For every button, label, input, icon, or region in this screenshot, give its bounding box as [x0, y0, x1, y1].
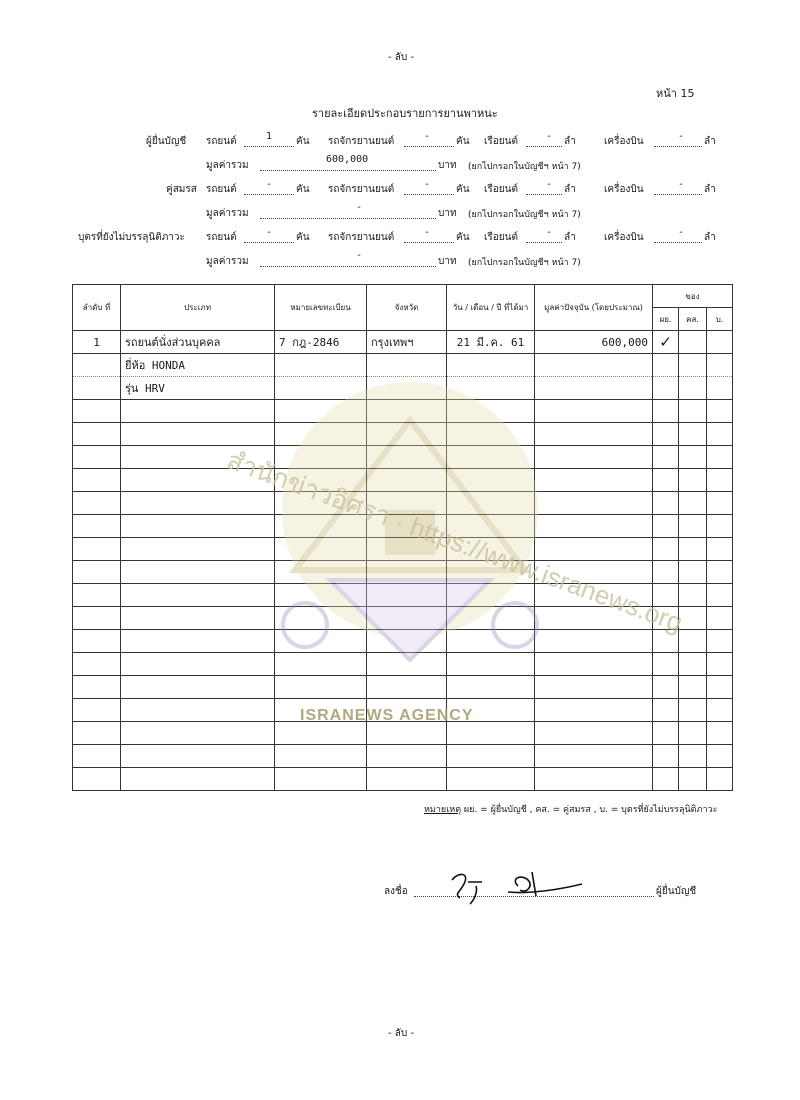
cell-type: รุ่น HRV — [121, 377, 275, 400]
table-cell-empty — [73, 492, 121, 515]
table-cell-empty — [653, 561, 679, 584]
table-cell-empty — [275, 630, 367, 653]
table-cell-empty — [679, 446, 707, 469]
table-cell-empty — [367, 630, 447, 653]
document-title: รายละเอียดประกอบรายการยานพาหนะ — [312, 107, 498, 120]
table-cell-empty — [707, 400, 733, 423]
cell-value — [535, 354, 653, 377]
table-row-empty — [73, 745, 733, 768]
table-cell-empty — [707, 630, 733, 653]
table-cell-empty — [679, 561, 707, 584]
cell-no — [73, 354, 121, 377]
total-label: มูลค่ารวม — [206, 256, 249, 267]
car-unit: คัน — [296, 232, 310, 243]
table-cell-empty — [121, 653, 275, 676]
secret-header: - ลับ - — [388, 52, 415, 63]
table-cell-empty — [367, 469, 447, 492]
table-cell-empty — [275, 584, 367, 607]
motorcycle-unit: คัน — [456, 136, 470, 147]
table-cell-empty — [447, 492, 535, 515]
table-cell-empty — [707, 722, 733, 745]
table-cell-empty — [367, 676, 447, 699]
header-value: มูลค่าปัจจุบัน (โดยประมาณ) — [535, 285, 653, 331]
table-cell-empty — [535, 423, 653, 446]
cell-date — [447, 377, 535, 400]
table-cell-empty — [121, 699, 275, 722]
table-cell-empty — [653, 722, 679, 745]
table-cell-empty — [447, 423, 535, 446]
table-row — [73, 331, 733, 354]
cell-owner-spouse — [679, 354, 707, 377]
table-cell-empty — [447, 653, 535, 676]
plane-count: - — [678, 179, 685, 190]
table-cell-empty — [121, 768, 275, 791]
table-cell-empty — [73, 676, 121, 699]
table-cell-empty — [73, 400, 121, 423]
table-cell-empty — [447, 469, 535, 492]
table-cell-empty — [121, 423, 275, 446]
table-cell-empty — [447, 768, 535, 791]
secret-footer: - ลับ - — [388, 1028, 415, 1039]
table-cell-empty — [73, 630, 121, 653]
table-cell-empty — [707, 607, 733, 630]
car-label: รถยนต์ — [206, 232, 237, 243]
boat-count: - — [546, 179, 553, 190]
table-cell-empty — [447, 607, 535, 630]
car-count: 1 — [266, 131, 273, 142]
boat-unit: ลำ — [564, 184, 576, 195]
table-cell-empty — [679, 699, 707, 722]
cell-plate: 7 กฎ-2846 — [275, 331, 367, 354]
plane-label: เครื่องบิน — [604, 232, 644, 243]
table-cell-empty — [535, 699, 653, 722]
boat-label: เรือยนต์ — [484, 136, 518, 147]
total-value: 600,000 — [326, 154, 369, 165]
table-cell-empty — [121, 607, 275, 630]
cell-owner-child — [707, 377, 733, 400]
table-row-empty — [73, 653, 733, 676]
table-cell-empty — [653, 446, 679, 469]
table-cell-empty — [535, 515, 653, 538]
table-cell-empty — [73, 561, 121, 584]
table-cell-empty — [679, 515, 707, 538]
table-cell-empty — [121, 584, 275, 607]
table-cell-empty — [679, 745, 707, 768]
table-cell-empty — [707, 653, 733, 676]
table-cell-empty — [275, 423, 367, 446]
table-cell-empty — [653, 699, 679, 722]
header-date: วัน / เดือน / ปี ที่ได้มา — [447, 285, 535, 331]
car-count: - — [266, 227, 273, 238]
table-cell-empty — [535, 446, 653, 469]
total-value: - — [356, 250, 363, 261]
page-number: หน้า 15 — [656, 87, 695, 100]
table-cell-empty — [679, 768, 707, 791]
header-owner-spouse: คส. — [679, 308, 707, 331]
table-cell-empty — [535, 630, 653, 653]
boat-count: - — [546, 227, 553, 238]
plane-count: - — [678, 227, 685, 238]
table-cell-empty — [679, 676, 707, 699]
table-cell-empty — [707, 561, 733, 584]
table-cell-empty — [73, 515, 121, 538]
cell-type: รถยนต์นั่งส่วนบุคคล — [121, 331, 275, 354]
table-cell-empty — [73, 469, 121, 492]
cell-date: 21 มี.ค. 61 — [447, 331, 535, 354]
watermark-agency: ISRANEWS AGENCY — [300, 707, 474, 724]
cell-value — [535, 377, 653, 400]
table-cell-empty — [707, 584, 733, 607]
table-row-empty — [73, 446, 733, 469]
total-label: มูลค่ารวม — [206, 208, 249, 219]
motorcycle-unit: คัน — [456, 232, 470, 243]
motorcycle-count: - — [424, 131, 431, 142]
table-row-empty — [73, 561, 733, 584]
table-row-empty — [73, 469, 733, 492]
car-unit: คัน — [296, 136, 310, 147]
table-cell-empty — [275, 400, 367, 423]
table-cell-empty — [367, 446, 447, 469]
table-cell-empty — [447, 745, 535, 768]
table-cell-empty — [535, 400, 653, 423]
watermark-url: สำนักข่าวอิศรา · https://www.isranews.org — [223, 444, 687, 638]
total-label: มูลค่ารวม — [206, 160, 249, 171]
boat-label: เรือยนต์ — [484, 232, 518, 243]
table-cell-empty — [707, 515, 733, 538]
plane-label: เครื่องบิน — [604, 136, 644, 147]
boat-count: - — [546, 131, 553, 142]
table-cell-empty — [73, 768, 121, 791]
plane-unit: ลำ — [704, 136, 716, 147]
cell-plate — [275, 377, 367, 400]
table-cell-empty — [73, 699, 121, 722]
cell-owner-spouse — [679, 377, 707, 400]
footnote — [424, 802, 717, 816]
table-cell-empty — [535, 722, 653, 745]
footnote-text: ผย. = ผู้ยื่นบัญชี , คส. = คู่สมรส , บ. = บุตรที่ยังไม่บรรลุนิติภาวะ — [461, 805, 718, 815]
baht-label: บาท — [438, 256, 457, 267]
table-cell-empty — [535, 469, 653, 492]
cell-province: กรุงเทพฯ — [367, 331, 447, 354]
table-cell-empty — [679, 722, 707, 745]
table-cell-empty — [73, 584, 121, 607]
table-cell-empty — [73, 538, 121, 561]
summary-who-filer: ผู้ยื่นบัญชี — [146, 136, 187, 147]
motorcycle-label: รถจักรยานยนต์ — [328, 232, 395, 243]
car-unit: คัน — [296, 184, 310, 195]
motorcycle-count: - — [424, 227, 431, 238]
table-cell-empty — [653, 469, 679, 492]
table-cell-empty — [275, 676, 367, 699]
cell-type: ยี่ห้อ HONDA — [121, 354, 275, 377]
header-province: จังหวัด — [367, 285, 447, 331]
table-cell-empty — [367, 745, 447, 768]
table-cell-empty — [653, 423, 679, 446]
table-cell-empty — [367, 584, 447, 607]
cell-owner-self — [653, 354, 679, 377]
table-cell-empty — [535, 745, 653, 768]
table-cell-empty — [121, 561, 275, 584]
table-cell-empty — [679, 423, 707, 446]
table-cell-empty — [679, 538, 707, 561]
table-cell-empty — [121, 722, 275, 745]
table-cell-empty — [653, 653, 679, 676]
table-cell-empty — [121, 400, 275, 423]
boat-unit: ลำ — [564, 136, 576, 147]
table-cell-empty — [367, 561, 447, 584]
table-cell-empty — [707, 768, 733, 791]
plane-label: เครื่องบิน — [604, 184, 644, 195]
table-cell-empty — [73, 722, 121, 745]
signer-role: ผู้ยื่นบัญชี — [656, 886, 697, 897]
cell-date — [447, 354, 535, 377]
motorcycle-label: รถจักรยานยนต์ — [328, 184, 395, 195]
table-cell-empty — [679, 469, 707, 492]
table-cell-empty — [707, 676, 733, 699]
table-cell-empty — [121, 630, 275, 653]
table-row-empty — [73, 423, 733, 446]
table-cell-empty — [367, 607, 447, 630]
baht-label: บาท — [438, 208, 457, 219]
table-cell-empty — [653, 745, 679, 768]
table-cell-empty — [707, 446, 733, 469]
table-cell-empty — [535, 768, 653, 791]
table-cell-empty — [707, 423, 733, 446]
motorcycle-unit: คัน — [456, 184, 470, 195]
table-row-empty — [73, 676, 733, 699]
footnote-label: หมายเหตุ — [424, 805, 462, 815]
table-cell-empty — [275, 561, 367, 584]
table-cell-empty — [121, 492, 275, 515]
header-no: ลำดับ ที่ — [73, 285, 121, 331]
table-cell-empty — [535, 676, 653, 699]
carry-note: (ยกไปกรอกในบัญชีฯ หน้า 7) — [468, 162, 581, 172]
table-cell-empty — [653, 768, 679, 791]
table-row — [73, 354, 733, 377]
cell-owner-spouse — [679, 331, 707, 354]
table-cell-empty — [707, 699, 733, 722]
boat-unit: ลำ — [564, 232, 576, 243]
table-cell-empty — [653, 400, 679, 423]
header-owner-self: ผย. — [653, 308, 679, 331]
car-label: รถยนต์ — [206, 136, 237, 147]
cell-no — [73, 377, 121, 400]
table-cell-empty — [73, 607, 121, 630]
header-plate: หมายเลขทะเบียน — [275, 285, 367, 331]
table-cell-empty — [275, 745, 367, 768]
motorcycle-label: รถจักรยานยนต์ — [328, 136, 395, 147]
table-cell-empty — [653, 676, 679, 699]
plane-unit: ลำ — [704, 184, 716, 195]
table-cell-empty — [275, 607, 367, 630]
table-row — [73, 377, 733, 400]
cell-no: 1 — [73, 331, 121, 354]
table-cell-empty — [447, 400, 535, 423]
table-cell-empty — [535, 492, 653, 515]
cell-owner-child — [707, 354, 733, 377]
motorcycle-count: - — [424, 179, 431, 190]
table-cell-empty — [707, 745, 733, 768]
table-cell-empty — [447, 676, 535, 699]
table-cell-empty — [447, 630, 535, 653]
carry-note: (ยกไปกรอกในบัญชีฯ หน้า 7) — [468, 210, 581, 220]
table-cell-empty — [653, 538, 679, 561]
table-cell-empty — [73, 446, 121, 469]
table-cell-empty — [707, 492, 733, 515]
carry-note: (ยกไปกรอกในบัญชีฯ หน้า 7) — [468, 258, 581, 268]
table-cell-empty — [121, 538, 275, 561]
boat-label: เรือยนต์ — [484, 184, 518, 195]
table-cell-empty — [653, 515, 679, 538]
header-owner: ของ — [653, 285, 733, 308]
table-cell-empty — [121, 515, 275, 538]
table-cell-empty — [275, 538, 367, 561]
sign-label: ลงชื่อ — [384, 886, 408, 897]
table-cell-empty — [73, 653, 121, 676]
header-type: ประเภท — [121, 285, 275, 331]
summary-who-child: บุตรที่ยังไม่บรรลุนิติภาวะ — [78, 232, 185, 243]
table-cell-empty — [707, 469, 733, 492]
cell-owner-child — [707, 331, 733, 354]
cell-owner-self: ✓ — [653, 331, 679, 354]
table-cell-empty — [275, 768, 367, 791]
car-count: - — [266, 179, 273, 190]
baht-label: บาท — [438, 160, 457, 171]
table-row-empty — [73, 630, 733, 653]
table-cell-empty — [121, 676, 275, 699]
table-cell-empty — [653, 492, 679, 515]
table-cell-empty — [121, 745, 275, 768]
cell-province — [367, 377, 447, 400]
total-value: - — [356, 202, 363, 213]
cell-province — [367, 354, 447, 377]
table-cell-empty — [447, 446, 535, 469]
summary-who-spouse: คู่สมรส — [166, 184, 197, 195]
table-cell-empty — [679, 400, 707, 423]
cell-value: 600,000 — [535, 331, 653, 354]
table-cell-empty — [367, 400, 447, 423]
plane-count: - — [678, 131, 685, 142]
table-cell-empty — [535, 653, 653, 676]
plane-unit: ลำ — [704, 232, 716, 243]
table-cell-empty — [707, 538, 733, 561]
cell-plate — [275, 354, 367, 377]
table-row-empty — [73, 400, 733, 423]
table-cell-empty — [73, 745, 121, 768]
table-cell-empty — [275, 653, 367, 676]
table-cell-empty — [679, 630, 707, 653]
table-cell-empty — [679, 653, 707, 676]
table-cell-empty — [367, 768, 447, 791]
cell-owner-self — [653, 377, 679, 400]
car-label: รถยนต์ — [206, 184, 237, 195]
table-cell-empty — [73, 423, 121, 446]
header-owner-child: บ. — [707, 308, 733, 331]
table-cell-empty — [679, 492, 707, 515]
table-row-empty — [73, 768, 733, 791]
table-cell-empty — [367, 423, 447, 446]
table-cell-empty — [367, 653, 447, 676]
handwritten-signature — [448, 868, 588, 908]
